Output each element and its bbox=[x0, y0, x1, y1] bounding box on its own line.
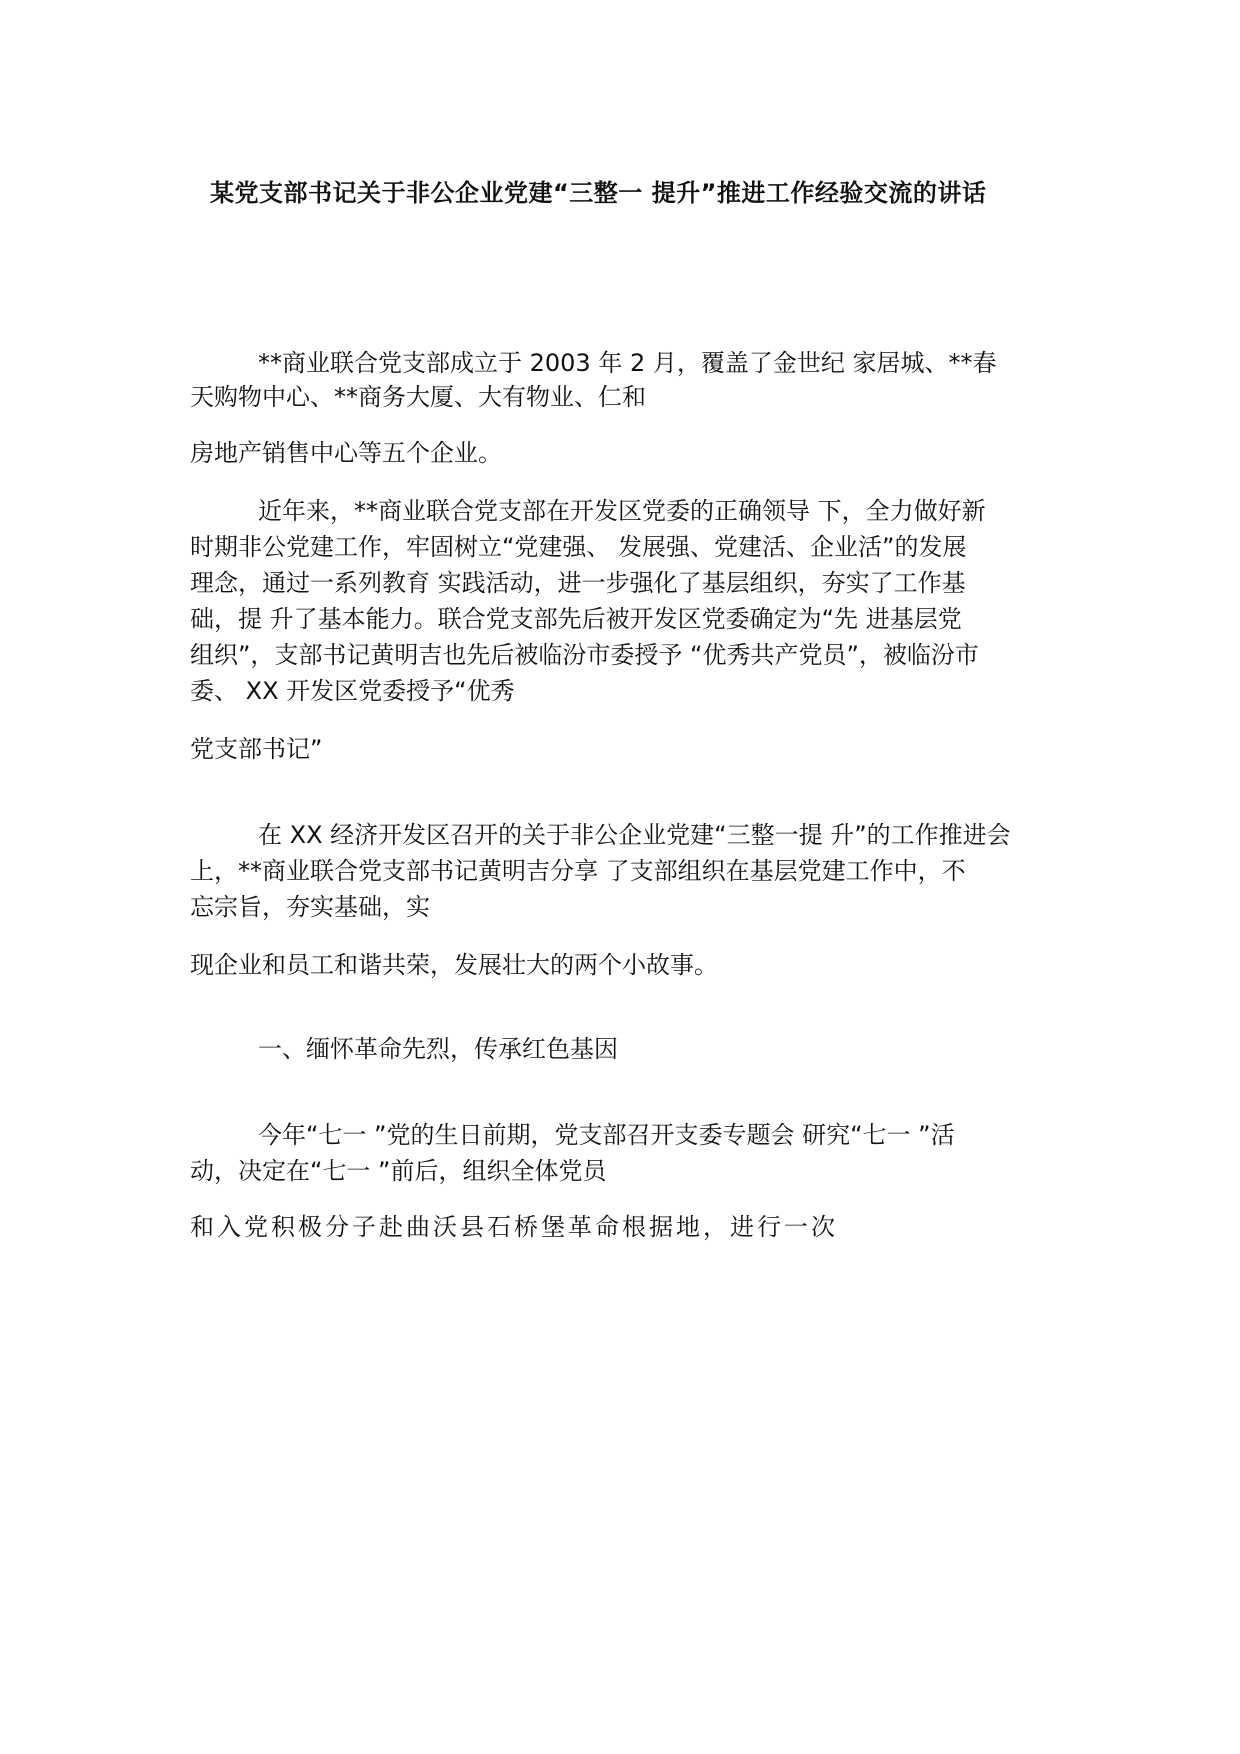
paragraph-line: 天购物中心、**商务大厦、大有物业、仁和 bbox=[190, 383, 646, 411]
paragraph-line: 础，提 升了基本能力。联合党支部先后被开发区党委确定为“先 进基层党 bbox=[190, 605, 962, 633]
paragraph-line: 党支部书记” bbox=[190, 735, 323, 763]
paragraph-line: 今年“七一 ”党的生日前期，党支部召开支委专题会 研究“七一 ”活 bbox=[258, 1121, 955, 1149]
paragraph-line: 和入党积极分子赴曲沃县石桥堡革命根据地，进行一次 bbox=[190, 1213, 838, 1241]
paragraph-line: 上，**商业联合党支部书记黄明吉分享 了支部组织在基层党建工作中，不 bbox=[190, 857, 966, 885]
paragraph-line: 理念，通过一系列教育 实践活动，进一步强化了基层组织，夯实了工作基 bbox=[190, 569, 966, 597]
paragraph-line: 动，决定在“七一 ”前后，组织全体党员 bbox=[190, 1157, 607, 1185]
paragraph-line: 时期非公党建工作，牢固树立“党建强、 发展强、党建活、企业活”的发展 bbox=[190, 533, 967, 561]
section-heading: 一、缅怀革命先烈，传承红色基因 bbox=[258, 1035, 618, 1063]
document-title: 某党支部书记关于非公企业党建“三整一 提升”推进工作经验交流的讲话 bbox=[210, 179, 987, 207]
paragraph-line: 现企业和员工和谐共荣，发展壮大的两个小故事。 bbox=[190, 951, 718, 979]
paragraph-line: **商业联合党支部成立于 2003 年 2 月，覆盖了金世纪 家居城、**春 bbox=[258, 349, 997, 377]
paragraph-line: 在 XX 经济开发区召开的关于非公企业党建“三整一提 升”的工作推进会 bbox=[258, 821, 1011, 849]
paragraph-line: 近年来，**商业联合党支部在开发区党委的正确领导 下，全力做好新 bbox=[258, 497, 986, 525]
paragraph-line: 委、 XX 开发区党委授予“优秀 bbox=[190, 677, 515, 705]
paragraph-line: 忘宗旨，夯实基础，实 bbox=[190, 893, 430, 921]
paragraph-line: 组织”，支部书记黄明吉也先后被临汾市委授予 “优秀共产党员”，被临汾市 bbox=[190, 641, 979, 669]
paragraph-line: 房地产销售中心等五个企业。 bbox=[190, 439, 502, 467]
